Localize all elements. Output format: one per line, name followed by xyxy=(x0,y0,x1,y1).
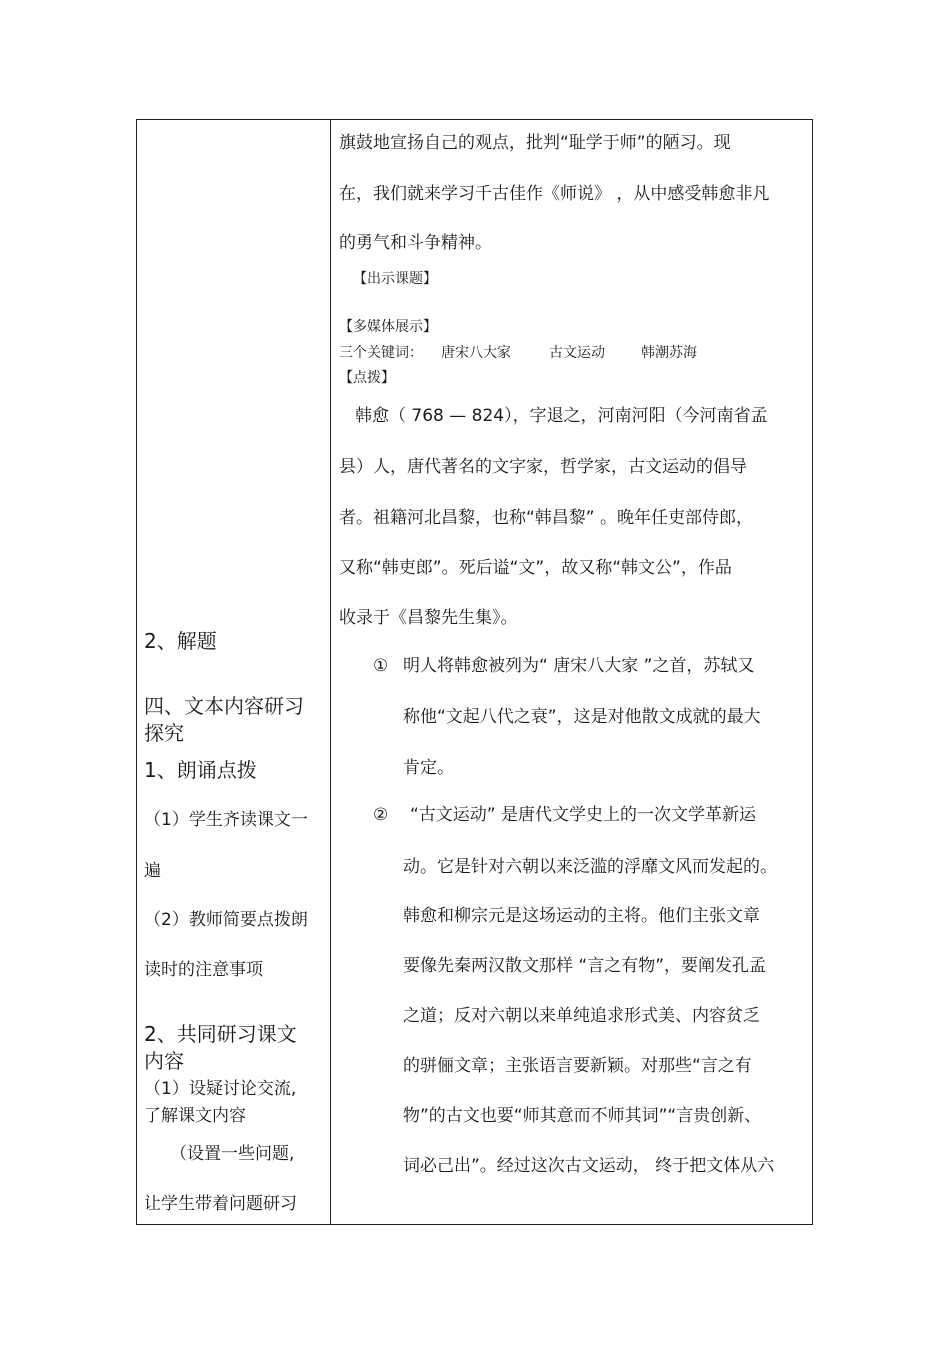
keywords-label: 三个关键词： xyxy=(339,345,423,361)
step1-title: 1、朗诵点拨 xyxy=(144,758,257,782)
section4-heading-line1: 四、文本内容研习 xyxy=(144,694,304,718)
point2-line2: 动。它是针对六朝以来泛滥的浮靡文风而发起的。 xyxy=(403,857,777,877)
step2-item2-line2: 让学生带着问题研习 xyxy=(144,1194,297,1214)
dianbo-label: 【点拨】 xyxy=(339,370,395,386)
point2-line4: 要像先秦两汉散文那样 “言之有物”，要阐发孔孟 xyxy=(403,956,767,976)
jieti-heading: 2、解题 xyxy=(144,629,217,653)
point1-line1: 明人将韩愈被列为“ 唐宋八大家 ”之首，苏轼又 xyxy=(403,656,755,676)
intro-line2: 在，我们就来学习千古佳作《师说》 ，从中感受韩愈非凡 xyxy=(339,184,770,204)
point2-line6: 的骈俪文章；主张语言要新颖。对那些“言之有 xyxy=(403,1056,752,1076)
keyword-1: 唐宋八大家 xyxy=(441,345,511,361)
step1-item2-line1: （2）教师简要点拨朗 xyxy=(144,910,308,930)
intro-line1: 旗鼓地宣扬自己的观点，批判“耻学于师”的陋习。现 xyxy=(339,133,731,153)
bio-line4: 又称“韩吏郎”。死后谥“文”，故又称“韩文公”，作品 xyxy=(339,558,732,578)
point2-line8: 词必己出”。经过这次古文运动， 终于把文体从六 xyxy=(403,1156,775,1176)
step1-item1-line1: （1）学生齐读课文一 xyxy=(144,810,308,830)
point2-line3: 韩愈和柳宗元是这场运动的主将。他们主张文章 xyxy=(403,906,760,926)
point1-marker: ① xyxy=(373,656,389,676)
keyword-2: 古文运动 xyxy=(549,345,605,361)
step2-item2-line1: （设置一些问题, xyxy=(170,1144,295,1164)
point2-line1: “古文运动” 是唐代文学史上的一次文学革新运 xyxy=(410,805,757,825)
intro-line3: 的勇气和斗争精神。 xyxy=(339,233,492,253)
point1-line2: 称他“文起八代之衰”，这是对他散文成就的最大 xyxy=(403,707,761,727)
multimedia-label: 【多媒体展示】 xyxy=(339,319,437,335)
step2-item1-line1: （1）设疑讨论交流, xyxy=(144,1079,297,1099)
column-divider xyxy=(330,119,331,1225)
point2-line5: 之道；反对六朝以来单纯追求形式美、内容贫乏 xyxy=(403,1006,760,1026)
bio-line1: 韩愈（ 768 — 824），字退之，河南河阳（今河南省孟 xyxy=(355,406,768,426)
section4-heading-line2: 探究 xyxy=(144,721,184,745)
step1-item2-line2: 读时的注意事项 xyxy=(144,960,263,980)
step2-title-line1: 2、共同研习课文 xyxy=(144,1022,297,1046)
point1-line3: 肯定。 xyxy=(403,758,454,778)
step2-item1-line2: 了解课文内容 xyxy=(144,1106,246,1126)
show-title-label: 【出示课题】 xyxy=(353,271,437,287)
point2-marker: ② xyxy=(373,805,389,825)
step1-item1-line2: 遍 xyxy=(144,861,161,881)
keyword-3: 韩潮苏海 xyxy=(641,345,697,361)
bio-line5: 收录于《昌黎先生集》。 xyxy=(339,608,518,628)
bio-line3: 者。祖籍河北昌黎，也称“韩昌黎” 。晚年任吏部侍郎， xyxy=(339,508,754,528)
step2-title-line2: 内容 xyxy=(144,1049,184,1073)
point2-line7: 物”的古文也要“师其意而不师其词”“言贵创新、 xyxy=(403,1106,762,1126)
bio-line2: 县）人，唐代著名的文字家，哲学家，古文运动的倡导 xyxy=(339,457,747,477)
